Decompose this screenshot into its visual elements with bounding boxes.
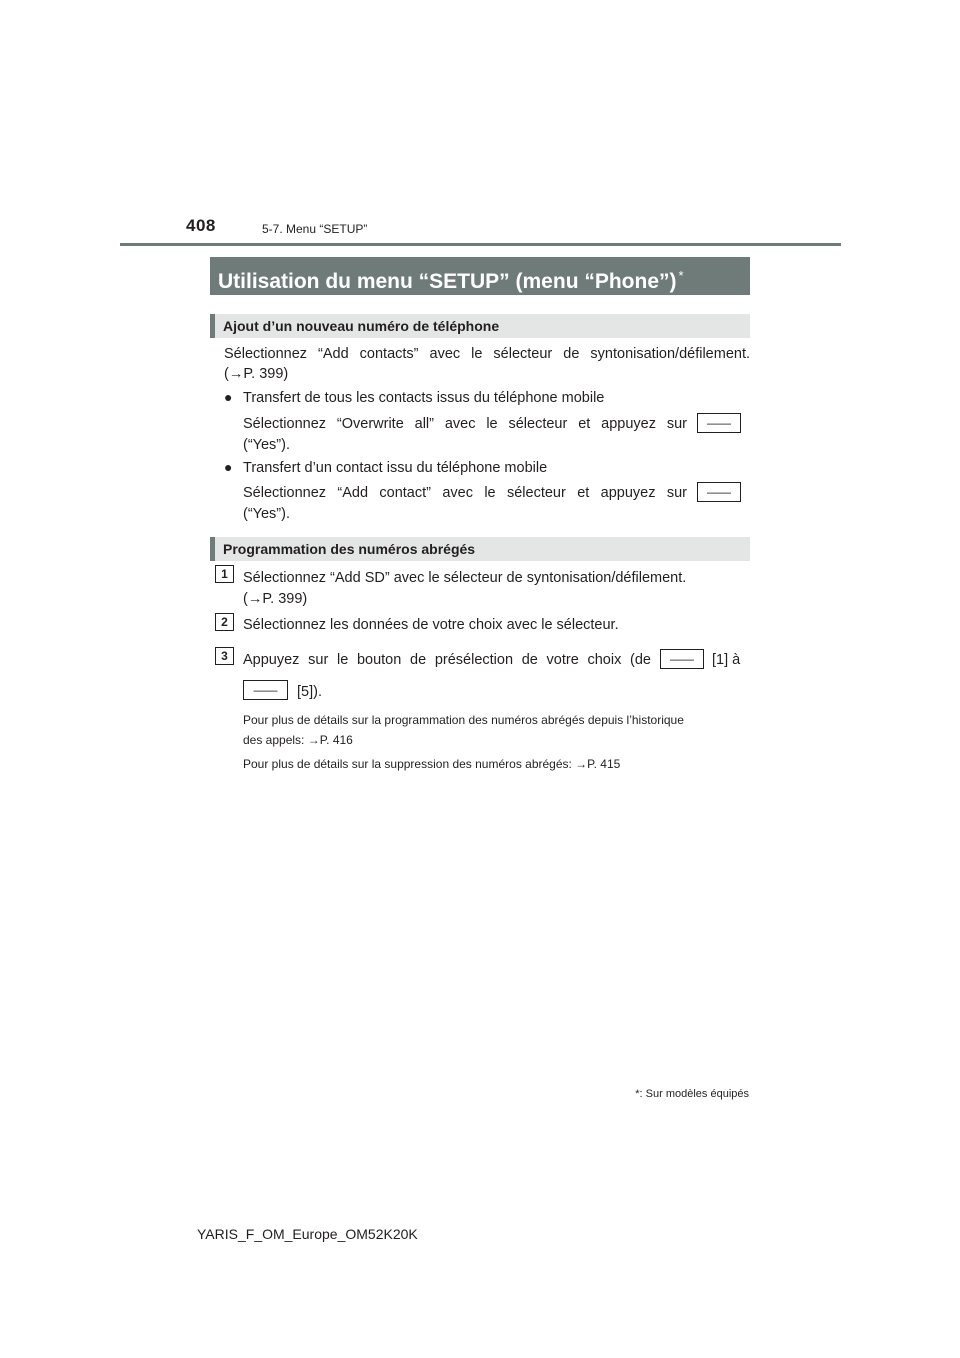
step-text: Sélectionnez “Add SD” avec le sélecteur de syntonisation/défilement. bbox=[243, 570, 687, 586]
step-text: Sélectionnez les données de votre choix avec le sélecteur. bbox=[243, 617, 619, 633]
page-reference: (→P. 399) bbox=[243, 591, 308, 607]
preset-button-icon: —— bbox=[660, 649, 704, 669]
steering-button-icon: —— bbox=[697, 482, 741, 502]
bullet-icon: ● bbox=[224, 459, 233, 475]
bullet-title: Transfert de tous les contacts issus du téléphone mobile bbox=[243, 390, 605, 406]
page-title-text: Utilisation du menu “SETUP” (menu “Phone”) bbox=[218, 270, 677, 293]
note-text: des appels: →P. 416 bbox=[243, 733, 353, 747]
bullet-instruction: Sélectionnez “Overwrite all” avec le sélecteur et appuyez sur bbox=[243, 416, 687, 432]
page-title bbox=[210, 257, 750, 295]
section-reference: 5-7. Menu “SETUP” bbox=[262, 222, 368, 236]
intro-line: Sélectionnez “Add contacts” avec le sélecteur de syntonisation/défilement. bbox=[224, 346, 750, 362]
section-heading-speed-dial: Programmation des numéros abrégés bbox=[210, 537, 750, 561]
steering-button-icon: —— bbox=[697, 413, 741, 433]
bullet-title: Transfert d’un contact issu du téléphone mobile bbox=[243, 460, 548, 476]
step-number-badge: 3 bbox=[215, 647, 234, 665]
footnote: *: Sur modèles équipés bbox=[635, 1088, 749, 1100]
step-text: Appuyez sur le bouton de présélection de votre choix (de bbox=[243, 652, 651, 668]
section-heading-add-number: Ajout d’un nouveau numéro de téléphone bbox=[210, 314, 750, 338]
step-text-end: [1] à bbox=[712, 652, 741, 668]
bullet-instruction-end: (“Yes”). bbox=[243, 506, 290, 522]
header-divider bbox=[120, 243, 841, 246]
note-text: Pour plus de détails sur la suppression des numéros abrégés: →P. 415 bbox=[243, 757, 621, 771]
page-reference: (→P. 399) bbox=[224, 366, 289, 382]
note-text: Pour plus de détails sur la programmation des numéros abrégés depuis l’historique bbox=[243, 713, 684, 727]
step-number-badge: 1 bbox=[215, 565, 234, 583]
page-number: 408 bbox=[186, 216, 216, 235]
preset-button-icon: —— bbox=[243, 680, 288, 700]
bullet-instruction-end: (“Yes”). bbox=[243, 437, 290, 453]
document-code-footer: YARIS_F_OM_Europe_OM52K20K bbox=[197, 1226, 418, 1242]
asterisk-mark: * bbox=[678, 268, 684, 283]
step-text-end: [5]). bbox=[297, 684, 322, 700]
step-number-badge: 2 bbox=[215, 613, 234, 631]
bullet-instruction: Sélectionnez “Add contact” avec le sélecteur et appuyez sur bbox=[243, 485, 687, 501]
bullet-icon: ● bbox=[224, 389, 233, 405]
